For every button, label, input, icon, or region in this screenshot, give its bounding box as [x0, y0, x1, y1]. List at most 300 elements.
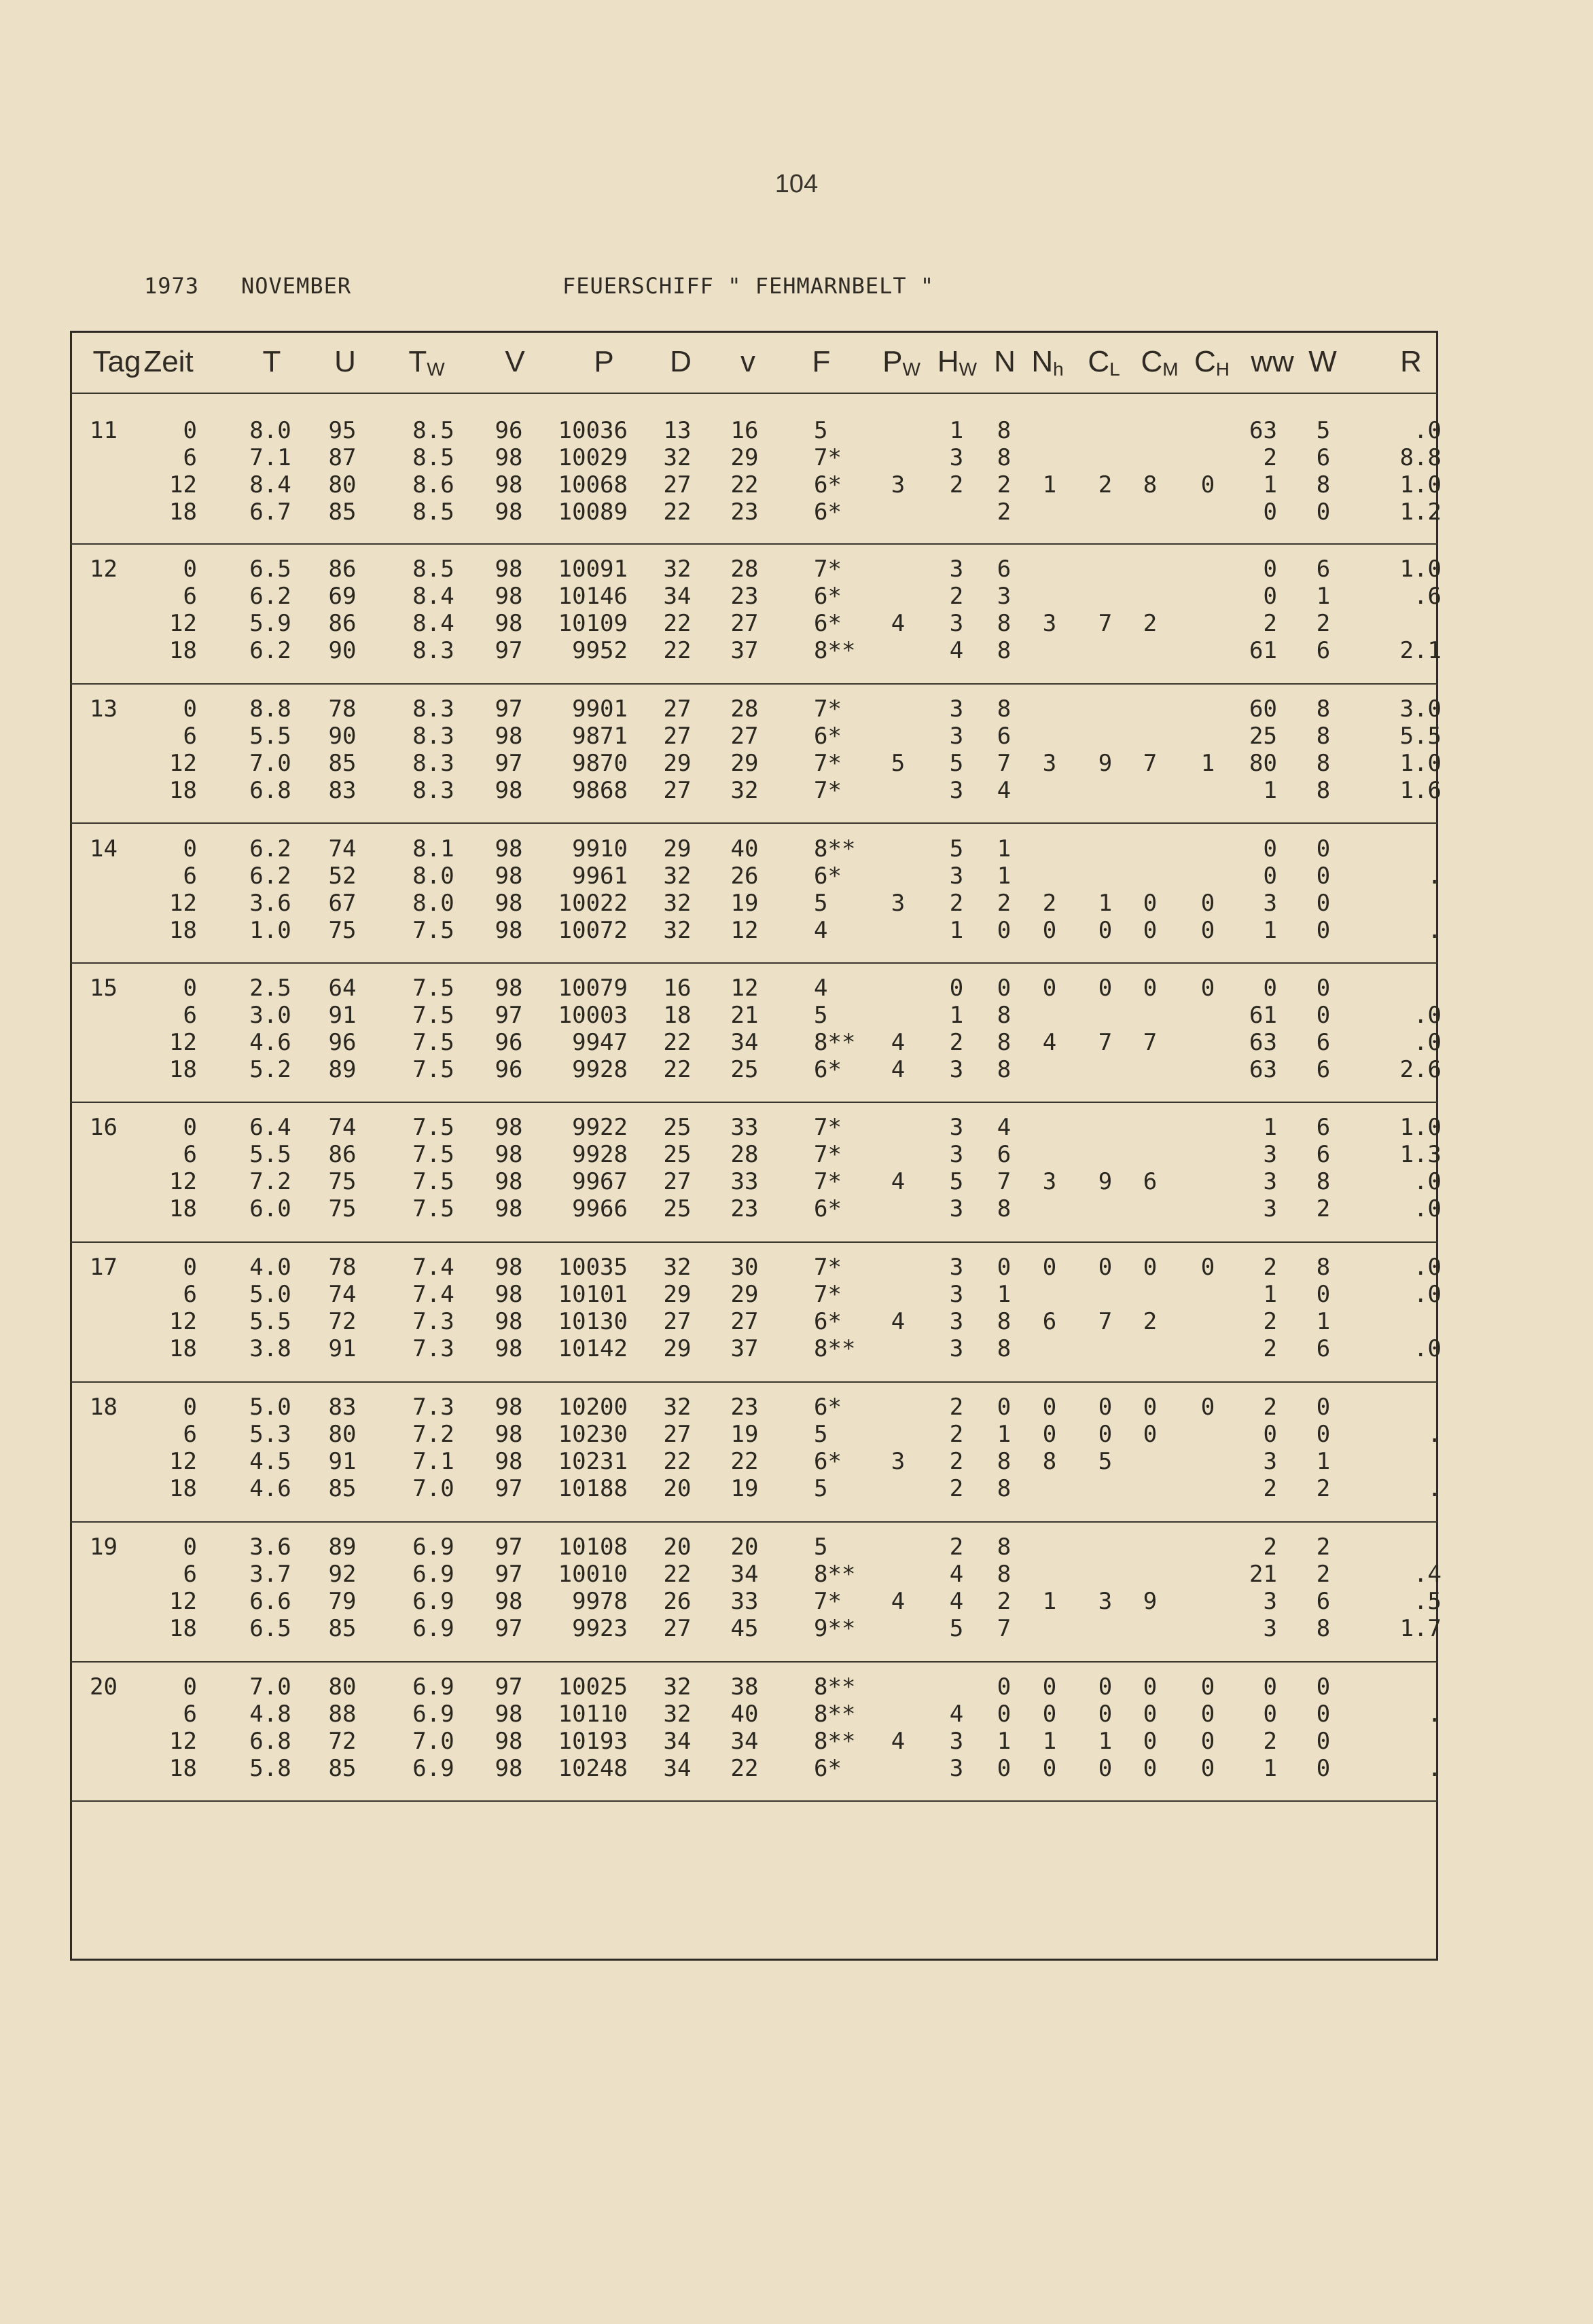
cell-hw: 3 — [949, 777, 964, 804]
cell-p: 9870 — [572, 750, 628, 777]
cell-cl: 7 — [1098, 610, 1113, 637]
cell-v: 98 — [495, 890, 523, 917]
cell-t: 6.2 — [249, 637, 291, 664]
table-row — [0, 695, 1593, 723]
cell-ww: 25 — [1249, 723, 1277, 750]
cell-v: 22 — [730, 1448, 759, 1475]
cell-cl: 7 — [1098, 1029, 1113, 1056]
cell-f: 6* — [814, 1308, 842, 1335]
cell-f: 6* — [814, 471, 842, 498]
cell-hw: 5 — [949, 750, 964, 777]
cell-p: 10029 — [558, 444, 628, 471]
cell-tw: 7.5 — [412, 917, 454, 944]
cell-hw: 3 — [949, 556, 964, 583]
cell-p: 10193 — [558, 1728, 628, 1755]
cell-r: 5.5 — [1399, 723, 1442, 750]
cell-w: 6 — [1316, 637, 1331, 664]
cell-tw: 6.9 — [412, 1673, 454, 1701]
cell-tw: 8.0 — [412, 863, 454, 890]
cell-u: 75 — [328, 1168, 357, 1195]
cell-hw: 2 — [949, 1475, 964, 1502]
cell-r: . — [1427, 1421, 1442, 1448]
cell-p: 9978 — [572, 1588, 628, 1615]
cell-zeit: 6 — [183, 1141, 197, 1168]
cell-f: 6* — [814, 723, 842, 750]
cell-p: 9952 — [572, 637, 628, 664]
cell-ww: 61 — [1249, 1002, 1277, 1029]
column-header-nh: $N_h$ — [1031, 345, 1064, 380]
cell-n: 8 — [997, 1056, 1012, 1083]
cell-p: 10010 — [558, 1561, 628, 1588]
cell-tw: 7.3 — [412, 1394, 454, 1421]
cell-p: 10036 — [558, 417, 628, 444]
cell-u: 83 — [328, 777, 357, 804]
cell-tw: 7.5 — [412, 1168, 454, 1195]
cell-v: 98 — [495, 975, 523, 1002]
cell-pw: 4 — [891, 1728, 906, 1755]
cell-f: 5 — [814, 1002, 828, 1029]
cell-v: 27 — [730, 723, 759, 750]
cell-d: 16 — [663, 975, 692, 1002]
cell-v: 33 — [730, 1114, 759, 1141]
cell-ww: 0 — [1263, 1701, 1277, 1728]
cell-w: 0 — [1316, 917, 1331, 944]
column-header-pw: $P_W$ — [882, 345, 920, 380]
cell-cl: 9 — [1098, 1168, 1113, 1195]
cell-n: 0 — [997, 1254, 1012, 1281]
cell-n: 7 — [997, 750, 1012, 777]
cell-ww: 80 — [1249, 750, 1277, 777]
cell-w: 0 — [1316, 1281, 1331, 1308]
cell-hw: 3 — [949, 723, 964, 750]
cell-zeit: 12 — [169, 1168, 197, 1195]
day-tag: 14 — [90, 835, 118, 863]
cell-d: 32 — [663, 556, 692, 583]
cell-f: 5 — [814, 1421, 828, 1448]
cell-w: 6 — [1316, 444, 1331, 471]
cell-ww: 0 — [1263, 975, 1277, 1002]
cell-p: 10130 — [558, 1308, 628, 1335]
cell-nh: 0 — [1042, 1673, 1057, 1701]
cell-t: 5.0 — [249, 1394, 291, 1421]
cell-zeit: 12 — [169, 1029, 197, 1056]
cell-w: 6 — [1316, 1335, 1331, 1362]
cell-hw: 3 — [949, 1254, 964, 1281]
cell-v: 12 — [730, 917, 759, 944]
cell-ch: 0 — [1200, 975, 1215, 1002]
cell-n: 7 — [997, 1168, 1012, 1195]
cell-u: 85 — [328, 750, 357, 777]
cell-w: 6 — [1316, 1114, 1331, 1141]
cell-pw: 5 — [891, 750, 906, 777]
cell-v: 97 — [495, 1475, 523, 1502]
cell-nh: 0 — [1042, 1254, 1057, 1281]
cell-n: 8 — [997, 695, 1012, 723]
cell-t: 5.0 — [249, 1281, 291, 1308]
column-header-f: F — [812, 345, 831, 378]
column-header-r: R — [1400, 345, 1422, 378]
cell-t: 4.0 — [249, 1254, 291, 1281]
cell-ww: 61 — [1249, 637, 1277, 664]
cell-zeit: 0 — [183, 556, 197, 583]
table-row — [0, 637, 1593, 664]
cell-t: 6.5 — [249, 556, 291, 583]
cell-tw: 8.3 — [412, 695, 454, 723]
table-row — [0, 835, 1593, 863]
cell-d: 32 — [663, 1701, 692, 1728]
cell-v: 12 — [730, 975, 759, 1002]
cell-d: 32 — [663, 1254, 692, 1281]
cell-p: 9910 — [572, 835, 628, 863]
cell-cl: 1 — [1098, 1728, 1113, 1755]
cell-d: 25 — [663, 1114, 692, 1141]
cell-r: .0 — [1414, 1335, 1442, 1362]
cell-nh: 6 — [1042, 1308, 1057, 1335]
cell-v: 97 — [495, 1533, 523, 1561]
cell-cm: 0 — [1143, 1701, 1158, 1728]
cell-tw: 8.5 — [412, 444, 454, 471]
cell-r: .0 — [1414, 1168, 1442, 1195]
cell-nh: 8 — [1042, 1448, 1057, 1475]
cell-r: 8.8 — [1399, 444, 1442, 471]
cell-d: 32 — [663, 444, 692, 471]
cell-v: 16 — [730, 417, 759, 444]
cell-v: 96 — [495, 1056, 523, 1083]
cell-u: 79 — [328, 1588, 357, 1615]
cell-d: 13 — [663, 417, 692, 444]
table-row — [0, 1002, 1593, 1029]
cell-tw: 8.3 — [412, 637, 454, 664]
column-header-zeit: Zeit — [143, 345, 194, 378]
cell-t: 5.2 — [249, 1056, 291, 1083]
cell-zeit: 6 — [183, 444, 197, 471]
cell-d: 18 — [663, 1002, 692, 1029]
cell-zeit: 0 — [183, 975, 197, 1002]
cell-w: 0 — [1316, 1701, 1331, 1728]
cell-f: 6* — [814, 1755, 842, 1782]
cell-zeit: 0 — [183, 1533, 197, 1561]
cell-cm: 9 — [1143, 1588, 1158, 1615]
cell-ch: 0 — [1200, 1673, 1215, 1701]
cell-w: 2 — [1316, 1533, 1331, 1561]
cell-f: 5 — [814, 890, 828, 917]
cell-n: 8 — [997, 1029, 1012, 1056]
cell-v: 97 — [495, 1002, 523, 1029]
cell-ww: 2 — [1263, 1335, 1277, 1362]
table-row — [0, 1056, 1593, 1083]
cell-p: 10003 — [558, 1002, 628, 1029]
cell-v: 23 — [730, 1195, 759, 1222]
cell-v: 98 — [495, 444, 523, 471]
column-header-ch: $C_H$ — [1194, 345, 1230, 380]
cell-v: 37 — [730, 637, 759, 664]
cell-p: 10248 — [558, 1755, 628, 1782]
cell-n: 0 — [997, 1701, 1012, 1728]
cell-cl: 2 — [1098, 471, 1113, 498]
cell-v: 98 — [495, 777, 523, 804]
cell-ch: 0 — [1200, 917, 1215, 944]
cell-d: 26 — [663, 1588, 692, 1615]
cell-cl: 0 — [1098, 1254, 1113, 1281]
header-month: NOVEMBER — [241, 273, 352, 299]
cell-hw: 2 — [949, 1533, 964, 1561]
cell-u: 75 — [328, 917, 357, 944]
cell-p: 9961 — [572, 863, 628, 890]
cell-u: 78 — [328, 695, 357, 723]
table-row — [0, 890, 1593, 917]
cell-f: 7* — [814, 1114, 842, 1141]
cell-r: .6 — [1414, 583, 1442, 610]
cell-f: 6* — [814, 1394, 842, 1421]
cell-v: 22 — [730, 471, 759, 498]
column-header-n: N — [994, 345, 1016, 378]
cell-cm: 0 — [1143, 1394, 1158, 1421]
cell-nh: 0 — [1042, 975, 1057, 1002]
cell-n: 4 — [997, 1114, 1012, 1141]
cell-f: 5 — [814, 417, 828, 444]
cell-r: .0 — [1414, 1002, 1442, 1029]
day-divider — [70, 962, 1438, 964]
cell-v: 98 — [495, 583, 523, 610]
cell-hw: 2 — [949, 471, 964, 498]
page-number: 104 — [774, 170, 819, 198]
cell-tw: 7.4 — [412, 1281, 454, 1308]
cell-d: 27 — [663, 777, 692, 804]
cell-n: 1 — [997, 1281, 1012, 1308]
cell-nh: 1 — [1042, 1588, 1057, 1615]
cell-tw: 7.5 — [412, 1195, 454, 1222]
cell-p: 9868 — [572, 777, 628, 804]
cell-n: 1 — [997, 1421, 1012, 1448]
cell-f: 8** — [814, 637, 856, 664]
table-row — [0, 1141, 1593, 1168]
cell-w: 6 — [1316, 556, 1331, 583]
cell-u: 86 — [328, 610, 357, 637]
cell-v: 23 — [730, 583, 759, 610]
cell-tw: 7.0 — [412, 1728, 454, 1755]
cell-n: 8 — [997, 1561, 1012, 1588]
day-divider — [70, 1800, 1438, 1802]
cell-v: 27 — [730, 1308, 759, 1335]
cell-ww: 1 — [1263, 917, 1277, 944]
cell-hw: 2 — [949, 1394, 964, 1421]
cell-w: 0 — [1316, 890, 1331, 917]
cell-hw: 3 — [949, 1308, 964, 1335]
cell-cl: 9 — [1098, 750, 1113, 777]
cell-v: 45 — [730, 1615, 759, 1642]
cell-zeit: 12 — [169, 750, 197, 777]
cell-n: 4 — [997, 777, 1012, 804]
cell-u: 89 — [328, 1056, 357, 1083]
cell-hw: 3 — [949, 695, 964, 723]
cell-v: 21 — [730, 1002, 759, 1029]
table-row — [0, 1673, 1593, 1701]
cell-ww: 0 — [1263, 863, 1277, 890]
cell-r: 1.2 — [1399, 498, 1442, 526]
cell-d: 22 — [663, 1448, 692, 1475]
cell-v: 98 — [495, 1728, 523, 1755]
cell-cm: 8 — [1143, 471, 1158, 498]
cell-w: 1 — [1316, 1448, 1331, 1475]
cell-hw: 5 — [949, 1168, 964, 1195]
table-row — [0, 1114, 1593, 1141]
cell-f: 8** — [814, 1701, 856, 1728]
cell-pw: 3 — [891, 1448, 906, 1475]
cell-n: 7 — [997, 1615, 1012, 1642]
cell-cl: 0 — [1098, 1673, 1113, 1701]
cell-t: 6.0 — [249, 1195, 291, 1222]
cell-p: 10109 — [558, 610, 628, 637]
cell-w: 8 — [1316, 1254, 1331, 1281]
cell-w: 0 — [1316, 1755, 1331, 1782]
cell-f: 8** — [814, 1335, 856, 1362]
cell-pw: 4 — [891, 1588, 906, 1615]
cell-tw: 7.5 — [412, 1002, 454, 1029]
cell-t: 8.4 — [249, 471, 291, 498]
cell-ww: 21 — [1249, 1561, 1277, 1588]
table-row — [0, 583, 1593, 610]
cell-zeit: 12 — [169, 471, 197, 498]
cell-tw: 7.2 — [412, 1421, 454, 1448]
cell-ww: 63 — [1249, 1056, 1277, 1083]
cell-t: 6.6 — [249, 1588, 291, 1615]
cell-u: 86 — [328, 1141, 357, 1168]
cell-nh: 0 — [1042, 1394, 1057, 1421]
cell-u: 74 — [328, 1281, 357, 1308]
cell-ch: 0 — [1200, 1394, 1215, 1421]
cell-zeit: 6 — [183, 723, 197, 750]
cell-hw: 2 — [949, 583, 964, 610]
cell-cl: 0 — [1098, 917, 1113, 944]
cell-zeit: 0 — [183, 695, 197, 723]
day-tag: 12 — [90, 556, 118, 583]
cell-v: 23 — [730, 498, 759, 526]
cell-v: 20 — [730, 1533, 759, 1561]
cell-v: 19 — [730, 890, 759, 917]
cell-tw: 6.9 — [412, 1615, 454, 1642]
cell-r: 2.1 — [1399, 637, 1442, 664]
cell-w: 6 — [1316, 1029, 1331, 1056]
cell-hw: 0 — [949, 975, 964, 1002]
cell-t: 5.8 — [249, 1755, 291, 1782]
day-tag: 20 — [90, 1673, 118, 1701]
cell-hw: 2 — [949, 1029, 964, 1056]
cell-p: 10142 — [558, 1335, 628, 1362]
cell-ww: 3 — [1263, 1615, 1277, 1642]
table-row — [0, 1588, 1593, 1615]
cell-t: 7.0 — [249, 750, 291, 777]
table-row — [0, 750, 1593, 777]
cell-tw: 8.3 — [412, 750, 454, 777]
cell-hw: 2 — [949, 1448, 964, 1475]
cell-v: 97 — [495, 695, 523, 723]
cell-ch: 0 — [1200, 1728, 1215, 1755]
cell-zeit: 0 — [183, 1254, 197, 1281]
cell-t: 1.0 — [249, 917, 291, 944]
cell-w: 0 — [1316, 835, 1331, 863]
cell-ww: 3 — [1263, 1195, 1277, 1222]
cell-hw: 1 — [949, 917, 964, 944]
cell-t: 4.6 — [249, 1029, 291, 1056]
cell-nh: 0 — [1042, 1421, 1057, 1448]
cell-v: 98 — [495, 471, 523, 498]
cell-u: 69 — [328, 583, 357, 610]
cell-zeit: 0 — [183, 1394, 197, 1421]
cell-hw: 3 — [949, 444, 964, 471]
cell-f: 7* — [814, 1254, 842, 1281]
cell-tw: 8.4 — [412, 610, 454, 637]
cell-nh: 3 — [1042, 1168, 1057, 1195]
cell-cm: 0 — [1143, 975, 1158, 1002]
cell-f: 6* — [814, 498, 842, 526]
cell-n: 2 — [997, 471, 1012, 498]
cell-f: 7* — [814, 1141, 842, 1168]
cell-n: 1 — [997, 1728, 1012, 1755]
cell-u: 72 — [328, 1728, 357, 1755]
cell-tw: 8.5 — [412, 556, 454, 583]
cell-r: . — [1427, 1755, 1442, 1782]
cell-w: 2 — [1316, 1561, 1331, 1588]
day-divider — [70, 1241, 1438, 1243]
cell-tw: 8.5 — [412, 417, 454, 444]
cell-w: 0 — [1316, 1728, 1331, 1755]
cell-d: 34 — [663, 1755, 692, 1782]
cell-zeit: 0 — [183, 1114, 197, 1141]
cell-d: 27 — [663, 1421, 692, 1448]
cell-n: 8 — [997, 637, 1012, 664]
day-divider — [70, 1521, 1438, 1523]
cell-t: 4.8 — [249, 1701, 291, 1728]
table-row — [0, 1701, 1593, 1728]
cell-tw: 7.5 — [412, 1029, 454, 1056]
cell-n: 8 — [997, 1335, 1012, 1362]
cell-hw: 2 — [949, 1421, 964, 1448]
cell-pw: 4 — [891, 610, 906, 637]
cell-r: 1.0 — [1399, 471, 1442, 498]
table-row — [0, 471, 1593, 498]
cell-f: 6* — [814, 1195, 842, 1222]
cell-cm: 2 — [1143, 610, 1158, 637]
cell-u: 92 — [328, 1561, 357, 1588]
cell-n: 2 — [997, 890, 1012, 917]
cell-t: 8.0 — [249, 417, 291, 444]
cell-tw: 8.3 — [412, 777, 454, 804]
cell-v: 29 — [730, 750, 759, 777]
cell-n: 3 — [997, 583, 1012, 610]
cell-tw: 8.4 — [412, 583, 454, 610]
cell-v: 34 — [730, 1029, 759, 1056]
cell-v: 25 — [730, 1056, 759, 1083]
cell-t: 5.5 — [249, 1141, 291, 1168]
cell-f: 7* — [814, 695, 842, 723]
cell-ww: 3 — [1263, 1141, 1277, 1168]
table-row — [0, 498, 1593, 526]
cell-p: 9967 — [572, 1168, 628, 1195]
cell-t: 3.8 — [249, 1335, 291, 1362]
cell-d: 22 — [663, 498, 692, 526]
cell-zeit: 12 — [169, 1308, 197, 1335]
cell-t: 6.2 — [249, 583, 291, 610]
cell-cm: 0 — [1143, 1254, 1158, 1281]
cell-ww: 63 — [1249, 417, 1277, 444]
cell-n: 0 — [997, 917, 1012, 944]
cell-d: 29 — [663, 1281, 692, 1308]
cell-u: 83 — [328, 1394, 357, 1421]
cell-n: 6 — [997, 1141, 1012, 1168]
table-row — [0, 1533, 1593, 1561]
cell-d: 20 — [663, 1475, 692, 1502]
cell-hw: 5 — [949, 1615, 964, 1642]
